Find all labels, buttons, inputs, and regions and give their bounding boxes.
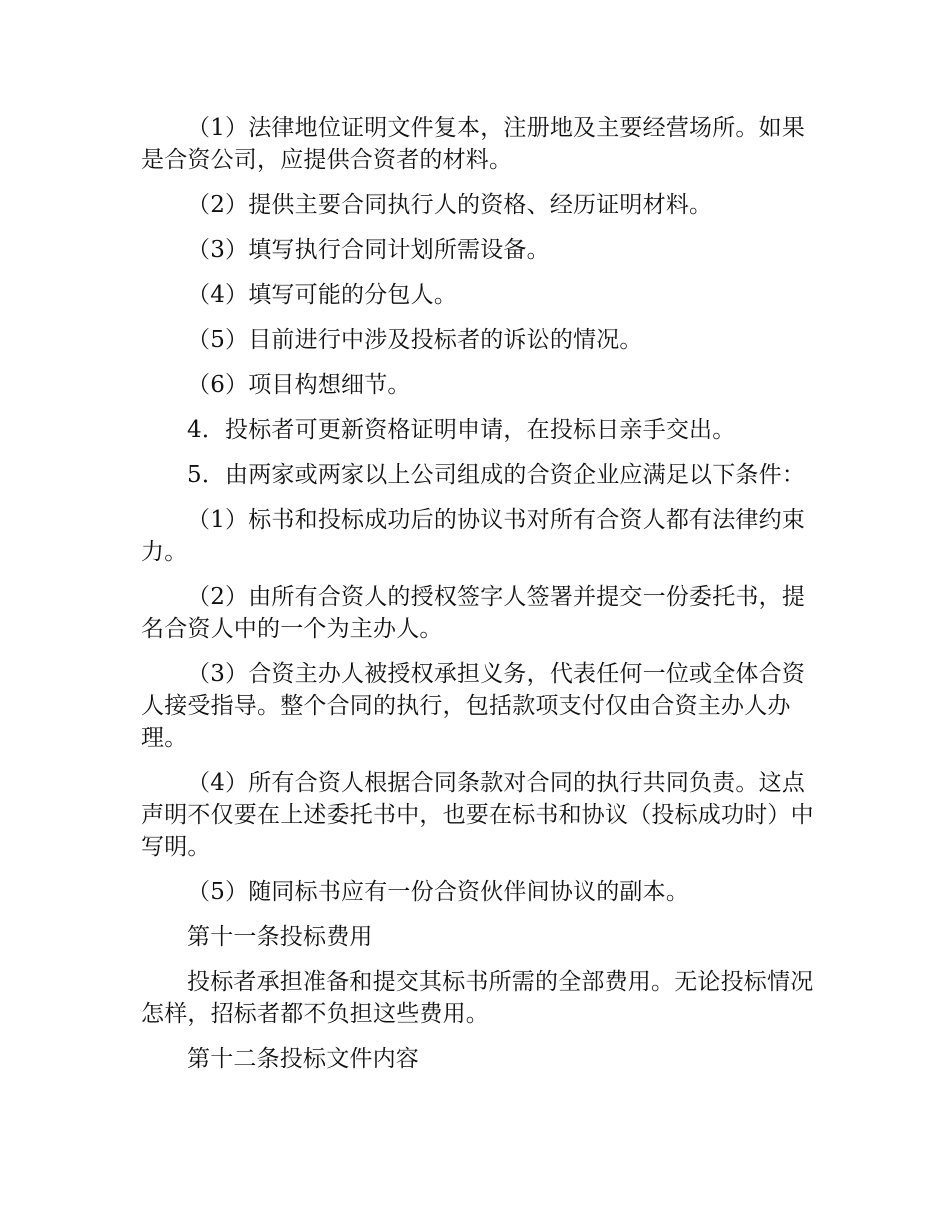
paragraph-8: 5．由两家或两家以上公司组成的合资企业应满足以下条件： bbox=[187, 462, 806, 488]
section-heading-article-11: 第十一条投标费用 bbox=[187, 924, 373, 950]
paragraph-5: （5）目前进行中涉及投标者的诉讼的情况。 bbox=[187, 327, 643, 353]
paragraph-6: （6）项目构想细节。 bbox=[187, 372, 411, 398]
paragraph-3: （3）填写执行合同计划所需设备。 bbox=[187, 237, 550, 263]
paragraph-11: （3）合资主办人被授权承担义务，代表任何一位或全体合资人接受指导。整个合同的执行，包括款项支付仅由合资主办人办理。 bbox=[141, 661, 806, 751]
paragraph-7: 4．投标者可更新资格证明申请，在投标日亲手交出。 bbox=[187, 417, 736, 443]
paragraph-2: （2）提供主要合同执行人的资格、经历证明材料。 bbox=[187, 192, 713, 218]
paragraph-12: （4）所有合资人根据合同条款对合同的执行共同负责。这点声明不仅要在上述委托书中，也要在标书和协议（投标成功时）中写明。 bbox=[141, 770, 814, 860]
paragraph-9: （1）标书和投标成功后的协议书对所有合资人都有法律约束力。 bbox=[141, 507, 806, 565]
paragraph-13: （5）随同标书应有一份合资伙伴间协议的副本。 bbox=[187, 879, 690, 905]
paragraph-4: （4）填写可能的分包人。 bbox=[187, 282, 458, 308]
paragraph-1: （1）法律地位证明文件复本，注册地及主要经营场所。如果是合资公司，应提供合资者的材料。 bbox=[141, 115, 806, 173]
paragraph-10: （2）由所有合资人的授权签字人签署并提交一份委托书，提名合资人中的一个为主办人。 bbox=[141, 584, 806, 642]
section-heading-article-12: 第十二条投标文件内容 bbox=[187, 1046, 419, 1072]
paragraph-15: 投标者承担准备和提交其标书所需的全部费用。无论投标情况怎样，招标者都不负担这些费用。 bbox=[141, 969, 814, 1027]
